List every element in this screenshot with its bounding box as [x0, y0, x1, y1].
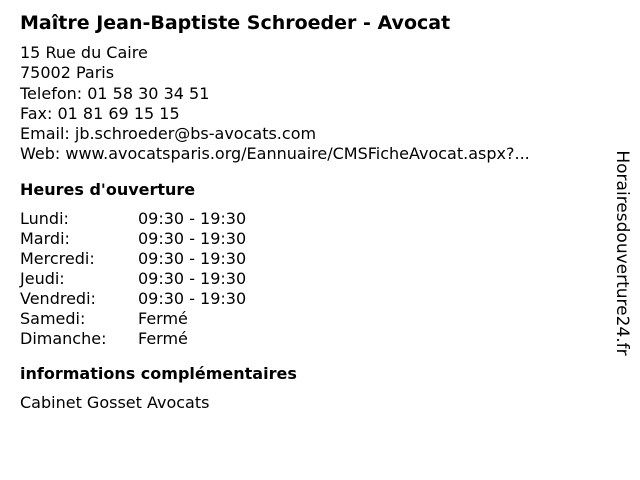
day-hours: 09:30 - 19:30: [138, 248, 247, 268]
fax-line: Fax: 01 81 69 15 15: [20, 103, 180, 123]
opening-hours-heading: Heures d'ouverture: [20, 179, 196, 199]
day-label: Lundi:: [20, 208, 69, 228]
hours-row-sunday: [20, 329, 610, 349]
day-label: Dimanche:: [20, 329, 107, 349]
day-label: Mercredi:: [20, 248, 95, 268]
site-watermark: Horairesdouverture24.fr: [612, 150, 632, 356]
web-line: Web: www.avocatsparis.org/Eannuaire/CMSFicheAvocat.aspx?...: [20, 144, 530, 164]
hours-row-thursday: [20, 269, 610, 289]
day-hours: Fermé: [138, 309, 188, 329]
day-hours: 09:30 - 19:30: [138, 208, 247, 228]
hours-row-saturday: [20, 309, 610, 329]
address-city: 75002 Paris: [20, 63, 115, 83]
hours-row-friday: [20, 289, 610, 309]
day-label: Samedi:: [20, 309, 86, 329]
day-label: Mardi:: [20, 228, 70, 248]
additional-info-text: Cabinet Gosset Avocats: [20, 393, 210, 413]
phone-line: Telefon: 01 58 30 34 51: [20, 83, 210, 103]
page-title: Maître Jean-Baptiste Schroeder - Avocat: [20, 12, 451, 34]
day-hours: 09:30 - 19:30: [138, 228, 247, 248]
day-label: Jeudi:: [20, 269, 65, 289]
hours-row-tuesday: [20, 229, 610, 249]
day-hours: Fermé: [138, 329, 188, 349]
day-hours: 09:30 - 19:30: [138, 289, 247, 309]
hours-row-monday: [20, 209, 610, 229]
email-line: Email: jb.schroeder@bs-avocats.com: [20, 124, 317, 144]
additional-info-heading: informations complémentaires: [20, 364, 297, 384]
address-street: 15 Rue du Caire: [20, 43, 148, 62]
day-label: Vendredi:: [20, 289, 96, 309]
opening-hours-table: [20, 209, 610, 350]
hours-row-wednesday: [20, 249, 610, 269]
day-hours: 09:30 - 19:30: [138, 269, 247, 289]
business-card: [20, 10, 610, 413]
